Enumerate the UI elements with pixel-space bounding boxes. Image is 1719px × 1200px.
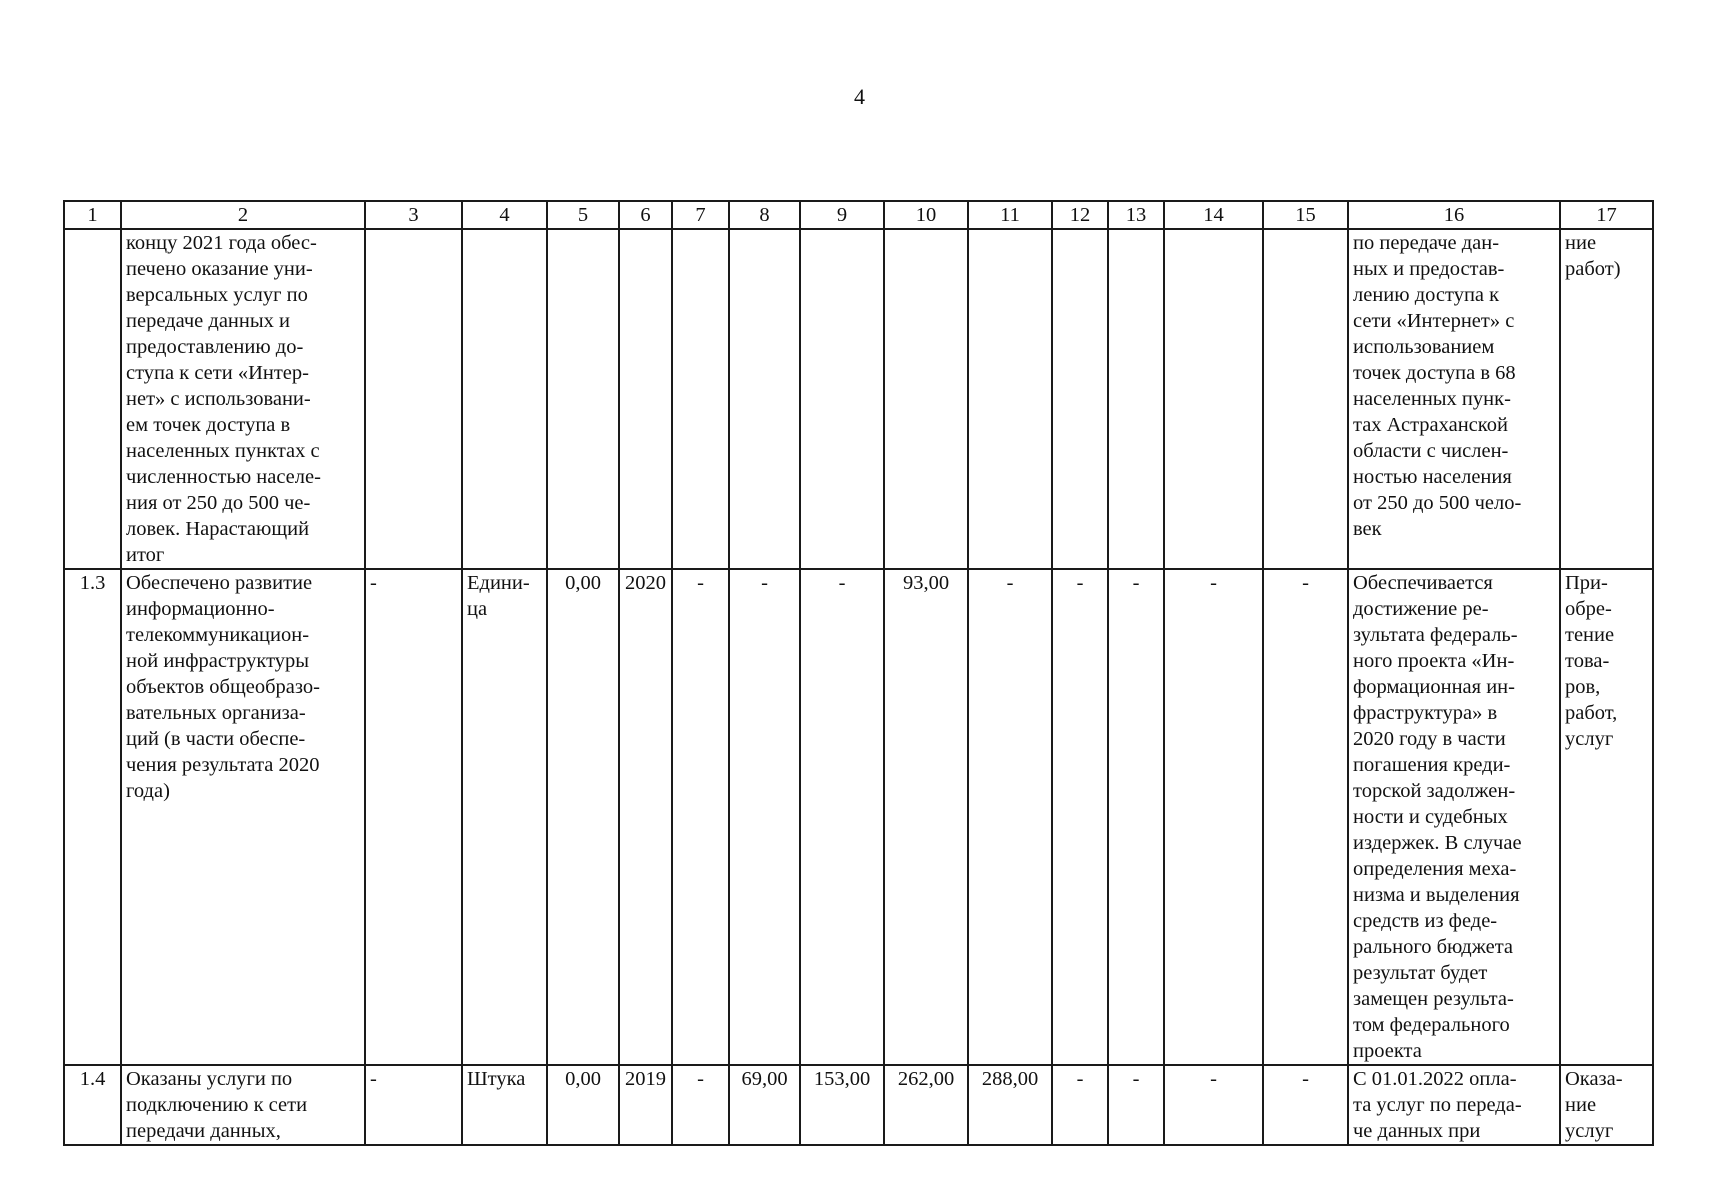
page-number: 4 — [854, 84, 865, 109]
header-cell: 17 — [1560, 201, 1653, 229]
table-cell: - — [1108, 569, 1164, 1065]
table-cell: 93,00 — [884, 569, 968, 1065]
table-cell: - — [1164, 569, 1263, 1065]
table-row — [64, 569, 1653, 1065]
header-cell: 16 — [1348, 201, 1560, 229]
table-cell — [1108, 229, 1164, 569]
table-cell: - — [1164, 1065, 1263, 1145]
table-cell: - — [1263, 569, 1348, 1065]
table-cell: 153,00 — [800, 1065, 884, 1145]
table-cell — [365, 229, 462, 569]
header-cell: 15 — [1263, 201, 1348, 229]
unit-cell: Едини- ца — [462, 569, 547, 1065]
base-year-cell: 2020 — [619, 569, 672, 1065]
header-cell: 3 — [365, 201, 462, 229]
description-cell: Обеспечивается достижение ре- зультата федераль- ного проекта «Ин- формационная ин- фраструктура» в 2020 году в части погашения креди- торской задолжен- ности и судебных издержек. В случае определения меха- низма и выделения средств из феде- рального бюджета результат будет замещен результа- том федерального проекта — [1348, 569, 1560, 1065]
description-cell: С 01.01.2022 опла- та услуг по переда- че данных при — [1348, 1065, 1560, 1145]
table-cell: - — [365, 1065, 462, 1145]
table-cell: - — [672, 1065, 729, 1145]
table-cell — [1263, 229, 1348, 569]
table-cell — [968, 229, 1052, 569]
header-cell: 8 — [729, 201, 800, 229]
type-cell: ние работ) — [1560, 229, 1653, 569]
table-header-row — [64, 201, 1653, 229]
header-cell: 4 — [462, 201, 547, 229]
table-cell — [672, 229, 729, 569]
row-number-cell: 1.3 — [64, 569, 121, 1065]
table-cell — [884, 229, 968, 569]
result-name-cell: концу 2021 года обес- печено оказание уни- версальных услуг по передаче данных и предоставлению до- ступа к сети «Интер- нет» с использовани- ем точек доступа в населенных пунктах с численностью населе- ния от 250 до 500 че- ловек. Нарастающий итог — [121, 229, 365, 569]
table-cell: 69,00 — [729, 1065, 800, 1145]
header-cell: 13 — [1108, 201, 1164, 229]
table-cell: - — [365, 569, 462, 1065]
table-cell — [729, 229, 800, 569]
header-cell: 6 — [619, 201, 672, 229]
header-cell: 7 — [672, 201, 729, 229]
base-value-cell: 0,00 — [547, 569, 619, 1065]
row-number-cell — [64, 229, 121, 569]
table-row — [64, 229, 1653, 569]
table-cell: - — [672, 569, 729, 1065]
type-cell: Оказа- ние услуг — [1560, 1065, 1653, 1145]
table-row — [64, 1065, 1653, 1145]
table-cell — [1164, 229, 1263, 569]
base-year-cell: 2019 — [619, 1065, 672, 1145]
header-cell: 14 — [1164, 201, 1263, 229]
table-cell: - — [729, 569, 800, 1065]
description-cell: по передаче дан- ных и предостав- лению доступа к сети «Интернет» с использованием точек доступа в 68 населенных пунк- тах Астраханской области с числен- ностью населения от 250 до 500 чело- век — [1348, 229, 1560, 569]
result-name-cell: Оказаны услуги по подключению к сети передачи данных, — [121, 1065, 365, 1145]
base-value-cell: 0,00 — [547, 1065, 619, 1145]
header-cell: 5 — [547, 201, 619, 229]
table-cell — [800, 229, 884, 569]
result-name-cell: Обеспечено развитие информационно- телекоммуникацион- ной инфраструктуры объектов общеобразо- вательных организа- ций (в части обеспе- чения результата 2020 года) — [121, 569, 365, 1065]
data-table — [63, 200, 1654, 1146]
header-cell: 10 — [884, 201, 968, 229]
unit-cell — [462, 229, 547, 569]
unit-cell: Штука — [462, 1065, 547, 1145]
type-cell: При- обре- тение това- ров, работ, услуг — [1560, 569, 1653, 1065]
row-number-cell: 1.4 — [64, 1065, 121, 1145]
header-cell: 12 — [1052, 201, 1108, 229]
table-cell: - — [1052, 1065, 1108, 1145]
table-cell: - — [1263, 1065, 1348, 1145]
header-cell: 2 — [121, 201, 365, 229]
base-year-cell — [619, 229, 672, 569]
table-cell: - — [800, 569, 884, 1065]
base-value-cell — [547, 229, 619, 569]
table-cell: 262,00 — [884, 1065, 968, 1145]
table-cell: - — [1108, 1065, 1164, 1145]
table-cell — [1052, 229, 1108, 569]
table-cell: - — [968, 569, 1052, 1065]
header-cell: 9 — [800, 201, 884, 229]
header-cell: 11 — [968, 201, 1052, 229]
table-cell: - — [1052, 569, 1108, 1065]
header-cell: 1 — [64, 201, 121, 229]
table-cell: 288,00 — [968, 1065, 1052, 1145]
